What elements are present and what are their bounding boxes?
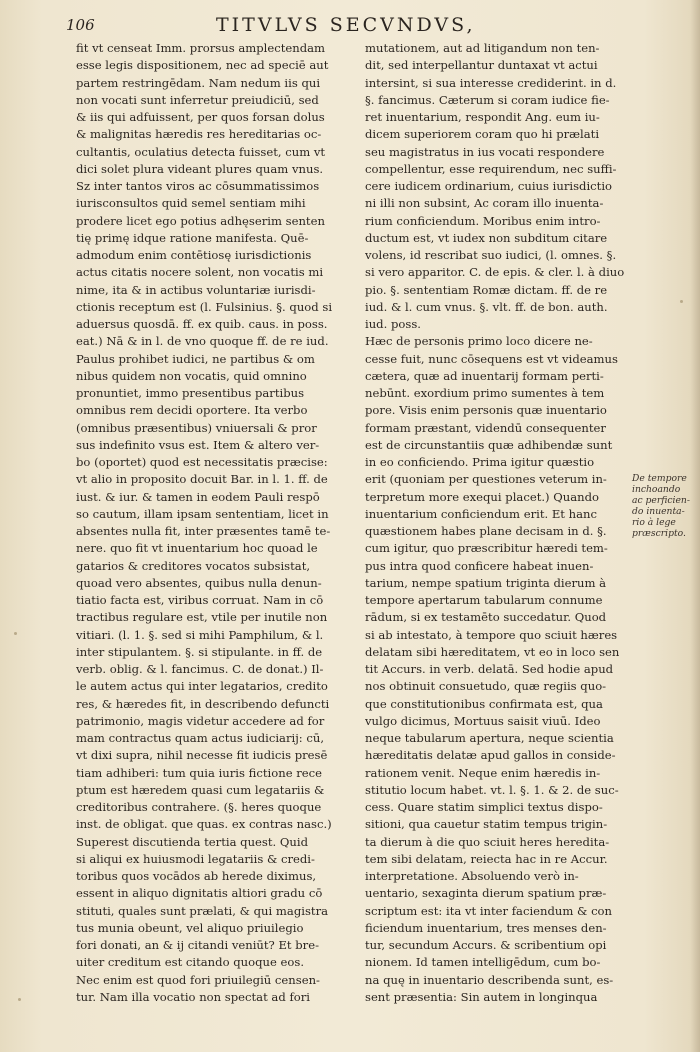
text-line: fori donati, an & ij citandi veniūt? Et bre- xyxy=(76,938,319,952)
text-line: mam contractus quam actus iudiciarij: cū, xyxy=(76,731,325,745)
text-line: ptum est hæredem quasi cum legatariis & xyxy=(76,782,325,797)
text-line: dicem superiorem coram quo hi prælati xyxy=(365,127,600,142)
text-line: nebūnt. exordium primo sumentes à tem xyxy=(365,386,605,400)
text-line: scriptum est: ita vt inter faciendum & con xyxy=(365,903,613,918)
text-line: cultantis, oculatius detecta fuisset, cum vt xyxy=(76,144,326,159)
text-line: mutationem, aut ad litigandum non ten- xyxy=(365,41,600,55)
text-line: neque tabularum apertura, neque scientia xyxy=(365,731,614,745)
text-line: terpretum more exequi placet.) Quando xyxy=(365,489,599,504)
text-line: volens, id rescribat suo iudici, (l. omnes. §. xyxy=(365,248,617,262)
page-edge-shadow xyxy=(690,0,700,1052)
margin-note-line: rio à lege xyxy=(632,517,676,528)
text-line: nos obtinuit consuetudo, quæ regiis quo- xyxy=(365,679,607,694)
text-line: interpretatione. Absoluendo verò in- xyxy=(365,869,579,883)
text-line: sitioni, qua cauetur statim tempus trigin- xyxy=(365,817,608,832)
text-line: inst. de obligat. que quas. ex contras nasc.) xyxy=(76,817,332,832)
text-line: cess. Quare statim simplici textus dispo- xyxy=(365,800,603,814)
text-line: tarium, nempe spatium triginta dierum à xyxy=(365,575,607,590)
text-line: rādum, si ex testamēto succedatur. Quod xyxy=(365,610,607,625)
text-line: in eo conficiendo. Prima igitur quæstio xyxy=(365,455,595,469)
text-line: est de circunstantiis quæ adhibendæ sunt xyxy=(365,437,613,452)
text-line: toribus quos vocādos ab herede diximus, xyxy=(76,869,317,883)
text-line: cum igitur, quo præscribitur hæredi tem- xyxy=(365,541,608,556)
text-line: absentes nulla fit, inter præsentes tamē te- xyxy=(76,524,331,538)
text-line: Paulus prohibet iudici, ne partibus & om xyxy=(76,351,315,366)
text-line: esse legis dispositionem, nec ad speciē aut xyxy=(76,58,329,73)
text-line: prodere licet ego potius adhęserim senten xyxy=(76,213,325,228)
right-text-column xyxy=(365,40,635,1006)
text-line: iud. poss. xyxy=(365,317,421,331)
text-line: si ab intestato, à tempore quo sciuit hæres xyxy=(365,627,618,642)
text-line: tit Accurs. in verb. delatā. Sed hodie apud xyxy=(365,662,614,676)
text-line: compellentur, esse requirendum, nec suffi- xyxy=(365,161,617,176)
text-line: delatam sibi hæreditatem, vt eo in loco sen xyxy=(365,644,620,659)
text-line: §. fancimus. Cæterum si coram iudice fie- xyxy=(365,92,610,107)
text-line: nime, ita & in actibus voluntariæ iurisdi- xyxy=(76,282,316,297)
text-line: erit (quoniam per questiones veterum in- xyxy=(365,472,607,487)
text-line: iurisconsultos quid semel sentiam mihi xyxy=(76,196,306,211)
text-line: na quę in inuentario describenda sunt, es- xyxy=(365,972,614,987)
text-line: aduersus quosdā. ff. ex quib. caus. in poss. xyxy=(76,317,328,331)
text-line: nionem. Id tamen intelligēdum, cum bo- xyxy=(365,955,601,970)
text-line: hæreditatis delatæ apud gallos in conside- xyxy=(365,748,616,763)
text-line: rationem venit. Neque enim hæredis in- xyxy=(365,765,601,780)
text-line: tur. Nam illa vocatio non spectat ad fori xyxy=(76,989,310,1004)
text-line: quæstionem habes plane decisam in d. §. xyxy=(365,524,607,538)
text-line: inuentarium conficiendum erit. Et hanc xyxy=(365,506,597,521)
page-number: 106 xyxy=(66,16,95,34)
text-line: fit vt censeat Imm. prorsus amplectendam xyxy=(76,41,326,55)
text-line: nibus quidem non vocatis, quid omnino xyxy=(76,368,307,383)
text-line: & malignitas hæredis res hereditarias oc- xyxy=(76,127,322,142)
text-line: vulgo dicimus, Mortuus saisit viuū. Ideo xyxy=(365,713,601,728)
margin-note-line: præscripto. xyxy=(632,528,686,539)
text-line: Hæc de personis primo loco dicere ne- xyxy=(365,334,593,349)
text-line: seu magistratus in ius vocati respondere xyxy=(365,144,605,159)
text-line: rium conficiendum. Moribus enim intro- xyxy=(365,213,601,228)
text-line: vt dixi supra, nihil necesse fit iudicis presē xyxy=(76,748,328,763)
text-line: tiam adhiberi: tum quia iuris fictione rece xyxy=(76,765,322,780)
text-line: si vero apparitor. C. de epis. & cler. l. à diuo xyxy=(365,265,625,280)
text-line: sus indefinito vsus est. Item & altero ver- xyxy=(76,437,320,452)
text-line: actus citatis nocere solent, non vocatis mi xyxy=(76,265,324,280)
text-line: le autem actus qui inter legatarios, credito xyxy=(76,679,328,694)
text-line: Nec enim est quod fori priuilegiū censen- xyxy=(76,972,320,987)
text-line: tiatio facta est, viribus corruat. Nam in cō xyxy=(76,593,324,607)
text-line: res, & hæredes fit, in describendo defuncti xyxy=(76,696,330,711)
text-line: verb. oblig. & l. fancimus. C. de donat.) Il- xyxy=(76,662,324,676)
text-line: bo (oportet) quod est necessitatis præcise: xyxy=(76,455,328,469)
text-line: vt alio in proposito docuit Bar. in l. 1. ff. de xyxy=(76,472,328,487)
margin-note-line: do inuenta- xyxy=(632,506,685,517)
text-line: ret inuentarium, respondit Ang. eum iu- xyxy=(365,110,600,124)
text-line: essent in aliquo dignitatis altiori gradu cō xyxy=(76,886,323,901)
text-line: tur, secundum Accurs. & scribentium opi xyxy=(365,938,607,952)
text-line: ta dierum à die quo sciuit heres heredita- xyxy=(365,834,610,849)
marginal-note xyxy=(632,473,698,539)
text-line: sent præsentia: Sin autem in longinqua xyxy=(365,989,598,1004)
left-text-column xyxy=(76,40,358,1006)
text-line: si aliqui ex huiusmodi legatariis & credi- xyxy=(76,851,315,866)
text-line: partem restringēdam. Nam nedum iis qui xyxy=(76,75,321,90)
text-line: tem sibi delatam, reiecta hac in re Accur. xyxy=(365,851,608,866)
text-line: tractibus regulare est, vtile per inutile non xyxy=(76,610,328,625)
running-head: TITVLVS SECVNDVS, xyxy=(216,14,476,36)
text-line: tus munia obeunt, vel aliquo priuilegio xyxy=(76,920,304,935)
text-line: non vocati sunt inferretur preiudiciū, sed xyxy=(76,92,319,107)
margin-note-line: ac perficien- xyxy=(632,495,690,506)
text-line: admodum enim contētiosę iurisdictionis xyxy=(76,248,312,262)
text-line: pore. Visis enim personis quæ inuentario xyxy=(365,403,607,418)
margin-note-line: inchoando xyxy=(632,484,681,495)
text-line: creditoribus contrahere. (§. heres quoque xyxy=(76,800,322,814)
text-line: & iis qui adfuissent, per quos forsan dolus xyxy=(76,110,325,124)
text-line: cere iudicem ordinarium, cuius iurisdictio xyxy=(365,179,613,193)
text-line: eat.) Nā & in l. de vno quoque ff. de re iud. xyxy=(76,334,329,349)
text-line: uentario, sexaginta dierum spatium præ- xyxy=(365,886,607,901)
text-line: cesse fuit, nunc cōsequens est vt videamus xyxy=(365,351,618,366)
text-line: ctionis receptum est (l. Fulsinius. §. quod si xyxy=(76,299,333,314)
text-line: uiter creditum est citando quoque eos. xyxy=(76,955,305,970)
text-line: Superest discutienda tertia quest. Quid xyxy=(76,834,308,849)
margin-note-line: De tempore xyxy=(632,473,687,484)
text-line: pus intra quod conficere habeat inuen- xyxy=(365,558,594,573)
text-line: dici solet plura videant plures quam vnus. xyxy=(76,161,324,176)
text-line: tempore apertarum tabularum connume xyxy=(365,593,603,607)
text-line: ni illi non subsint, Ac coram illo inuenta- xyxy=(365,196,604,211)
text-line: stituti, quales sunt prælati, & qui magistra xyxy=(76,903,329,918)
text-line: nere. quo fit vt inuentarium hoc quoad le xyxy=(76,541,318,556)
text-line: gatarios & creditores vocatos subsistat, xyxy=(76,558,311,573)
text-line: intersint, si sua interesse crediderint. in d. xyxy=(365,75,617,90)
text-line: Sz inter tantos viros ac cōsummatissimos xyxy=(76,179,320,193)
text-line: omnibus rem decidi oportere. Ita verbo xyxy=(76,403,308,418)
text-line: iust. & iur. & tamen in eodem Pauli respō xyxy=(76,489,320,504)
text-line: stitutio locum habet. vt. l. §. 1. & 2. de suc- xyxy=(365,782,619,797)
text-line: formam præstant, videndū consequenter xyxy=(365,420,606,435)
text-line: iud. & l. cum vnus. §. vlt. ff. de bon. auth. xyxy=(365,299,608,314)
text-line: quoad vero absentes, quibus nulla denun- xyxy=(76,575,322,590)
text-line: tię primę idque ratione manifesta. Quē- xyxy=(76,230,309,245)
text-line: ductum est, vt iudex non subditum citare xyxy=(365,230,608,245)
text-line: pronuntiet, immo presentibus partibus xyxy=(76,386,305,400)
text-line: ficiendum inuentarium, tres menses den- xyxy=(365,920,607,935)
text-line: que constitutionibus confirmata est, qua xyxy=(365,696,603,711)
text-line: vitiari. (l. 1. §. sed si mihi Pamphilum, & l. xyxy=(76,627,324,642)
text-line: patrimonio, magis videtur accedere ad for xyxy=(76,713,325,728)
text-line: inter stipulantem. §. si stipulante. in ff. de xyxy=(76,644,323,659)
text-line: (omnibus præsentibus) vniuersali & pror xyxy=(76,420,317,435)
page-header xyxy=(66,14,660,40)
text-line: so cautum, illam ipsam sententiam, licet in xyxy=(76,506,329,521)
text-line: cætera, quæ ad inuentarij formam perti- xyxy=(365,368,604,383)
text-line: dit, sed interpellantur duntaxat vt actui xyxy=(365,58,598,73)
text-line: pio. §. sententiam Romæ dictam. ff. de re xyxy=(365,282,608,297)
